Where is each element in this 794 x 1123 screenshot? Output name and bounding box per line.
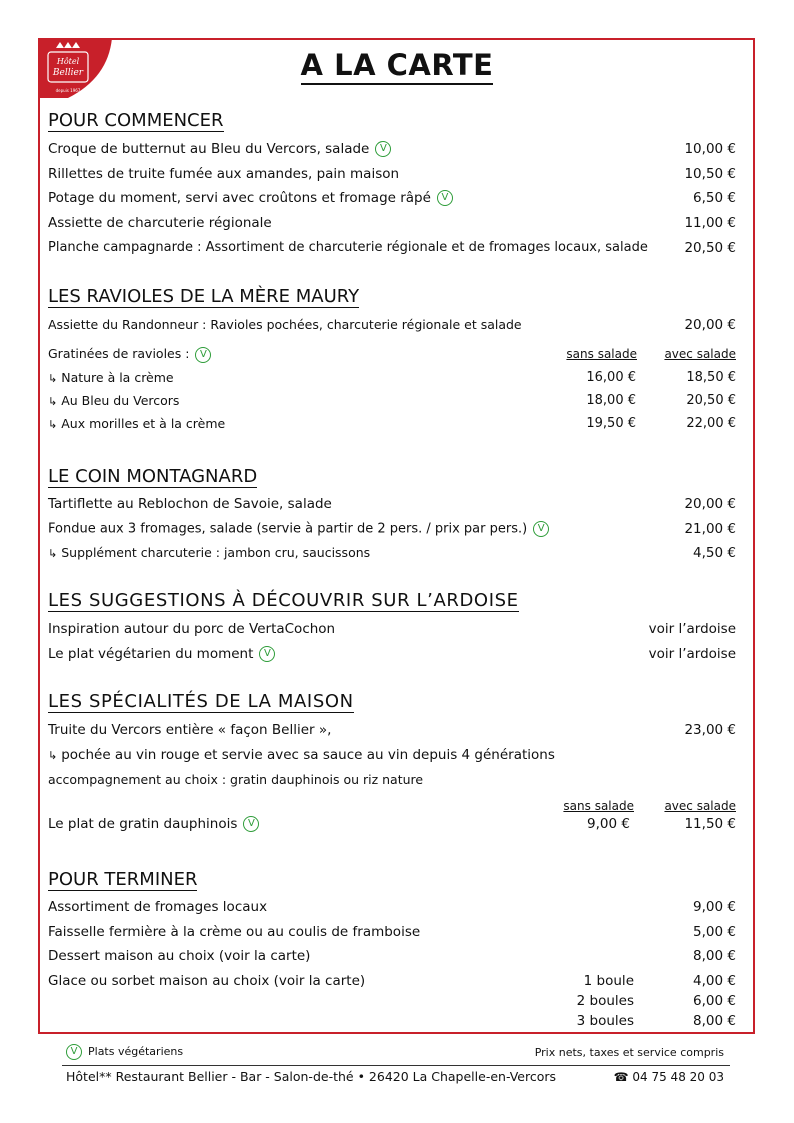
- price-sans: 9,00 €: [587, 816, 630, 832]
- item-price: 10,00 €: [684, 141, 736, 157]
- glace-qty: 1 boule: [583, 973, 634, 989]
- section-title-montagnard: LE COIN MONTAGNARD: [48, 466, 258, 487]
- arrow-icon: ↳: [48, 418, 58, 431]
- item-price: 23,00 €: [684, 722, 736, 738]
- item-price: 21,00 €: [684, 521, 736, 537]
- menu-item: Faisselle fermière à la crème ou au coulis de framboise: [48, 924, 421, 940]
- column-header-avec: avec salade: [664, 799, 736, 813]
- accompaniment-note: accompagnement au choix : gratin dauphinois ou riz nature: [48, 772, 424, 787]
- section-title-ravioles: LES RAVIOLES DE LA MÈRE MAURY: [48, 286, 360, 307]
- menu-item: Potage du moment, servi avec croûtons et fromage râpé V: [48, 190, 453, 206]
- item-price: 5,00 €: [693, 924, 736, 940]
- section-title-specialites: LES SPÉCIALITÉS DE LA MAISON: [48, 691, 354, 712]
- menu-item: Croque de butternut au Bleu du Vercors, salade V: [48, 141, 391, 157]
- footer-divider: [62, 1065, 730, 1066]
- item-price: 4,00 €: [693, 973, 736, 989]
- menu-item: Le plat de gratin dauphinois V: [48, 816, 259, 832]
- glace-qty: 3 boules: [576, 1013, 634, 1029]
- footer-phone: ☎ 04 75 48 20 03: [613, 1070, 724, 1084]
- arrow-icon: ↳: [48, 749, 58, 762]
- vegetarian-legend: V Plats végétariens: [66, 1044, 183, 1060]
- section-title-commencer: POUR COMMENCER: [48, 110, 224, 131]
- glace-qty: 2 boules: [576, 993, 634, 1009]
- footer-address: Hôtel** Restaurant Bellier - Bar - Salon-de-thé • 26420 La Chapelle-en-Vercors: [66, 1069, 557, 1084]
- vegetarian-icon: V: [437, 190, 453, 206]
- section-title-terminer: POUR TERMINER: [48, 869, 198, 890]
- item-price: 10,50 €: [684, 166, 736, 182]
- price-sans: 19,50 €: [586, 416, 636, 431]
- menu-item: Tartiflette au Reblochon de Savoie, salade: [48, 496, 332, 512]
- price-avec: 20,50 €: [686, 393, 736, 408]
- price-note: Prix nets, taxes et service compris: [534, 1046, 724, 1059]
- menu-item: ↳ Supplément charcuterie : jambon cru, saucissons: [48, 545, 371, 560]
- menu-item: Glace ou sorbet maison au choix (voir la carte): [48, 973, 366, 989]
- item-price: 20,00 €: [684, 317, 736, 333]
- item-price: voir l’ardoise: [648, 621, 736, 637]
- list-item: ↳ Nature à la crème: [48, 370, 174, 385]
- menu-item: Dessert maison au choix (voir la carte): [48, 948, 311, 964]
- list-item: ↳ Aux morilles et à la crème: [48, 416, 226, 431]
- menu-item-description: ↳ pochée au vin rouge et servie avec sa sauce au vin depuis 4 générations: [48, 747, 555, 763]
- vegetarian-icon: V: [243, 816, 259, 832]
- price-sans: 16,00 €: [586, 370, 636, 385]
- vegetarian-icon: V: [533, 521, 549, 537]
- menu-item: Truite du Vercors entière « façon Bellier »,: [48, 722, 332, 738]
- price-avec: 11,50 €: [684, 816, 736, 832]
- vegetarian-icon: V: [66, 1044, 82, 1060]
- price-sans: 18,00 €: [586, 393, 636, 408]
- item-price: 4,50 €: [693, 545, 736, 561]
- menu-item: Assiette de charcuterie régionale: [48, 215, 272, 231]
- item-price: 20,50 €: [684, 240, 736, 256]
- menu-item: Assortiment de fromages locaux: [48, 899, 268, 915]
- arrow-icon: ↳: [48, 395, 58, 408]
- item-price: 9,00 €: [693, 899, 736, 915]
- item-price: voir l’ardoise: [648, 646, 736, 662]
- gratinees-label: Gratinées de ravioles : V: [48, 346, 211, 363]
- menu-item: Inspiration autour du porc de VertaCochon: [48, 621, 336, 637]
- vegetarian-icon: V: [259, 646, 275, 662]
- item-price: 6,50 €: [693, 190, 736, 206]
- logo-line1: Hôtel: [56, 57, 80, 66]
- menu-item: Planche campagnarde : Assortiment de charcuterie régionale et de fromages locaux, salade: [48, 240, 648, 255]
- logo-tagline: depuis 1967: [55, 88, 81, 93]
- logo-line2: Bellier: [52, 68, 84, 78]
- item-price: 8,00 €: [693, 948, 736, 964]
- item-price: 6,00 €: [693, 993, 736, 1009]
- phone-icon: ☎: [613, 1070, 633, 1084]
- arrow-icon: ↳: [48, 372, 58, 385]
- menu-item: Le plat végétarien du moment V: [48, 646, 275, 662]
- column-header-sans: sans salade: [563, 799, 634, 813]
- menu-item: Rillettes de truite fumée aux amandes, pain maison: [48, 166, 400, 182]
- section-title-suggestions: LES SUGGESTIONS À DÉCOUVRIR SUR L’ARDOISE: [48, 590, 519, 611]
- page-title: A LA CARTE: [0, 48, 794, 82]
- column-header-avec: avec salade: [664, 347, 736, 361]
- column-header-sans: sans salade: [566, 347, 637, 361]
- vegetarian-icon: V: [375, 141, 391, 157]
- item-price: 11,00 €: [684, 215, 736, 231]
- vegetarian-icon: V: [195, 347, 211, 363]
- price-avec: 18,50 €: [686, 370, 736, 385]
- menu-item: Fondue aux 3 fromages, salade (servie à partir de 2 pers. / prix par pers.) V: [48, 521, 549, 537]
- arrow-icon: ↳: [48, 547, 58, 560]
- list-item: ↳ Au Bleu du Vercors: [48, 393, 180, 408]
- price-avec: 22,00 €: [686, 416, 736, 431]
- item-price: 8,00 €: [693, 1013, 736, 1029]
- menu-item: Assiette du Randonneur : Ravioles pochées, charcuterie régionale et salade: [48, 317, 522, 332]
- item-price: 20,00 €: [684, 496, 736, 512]
